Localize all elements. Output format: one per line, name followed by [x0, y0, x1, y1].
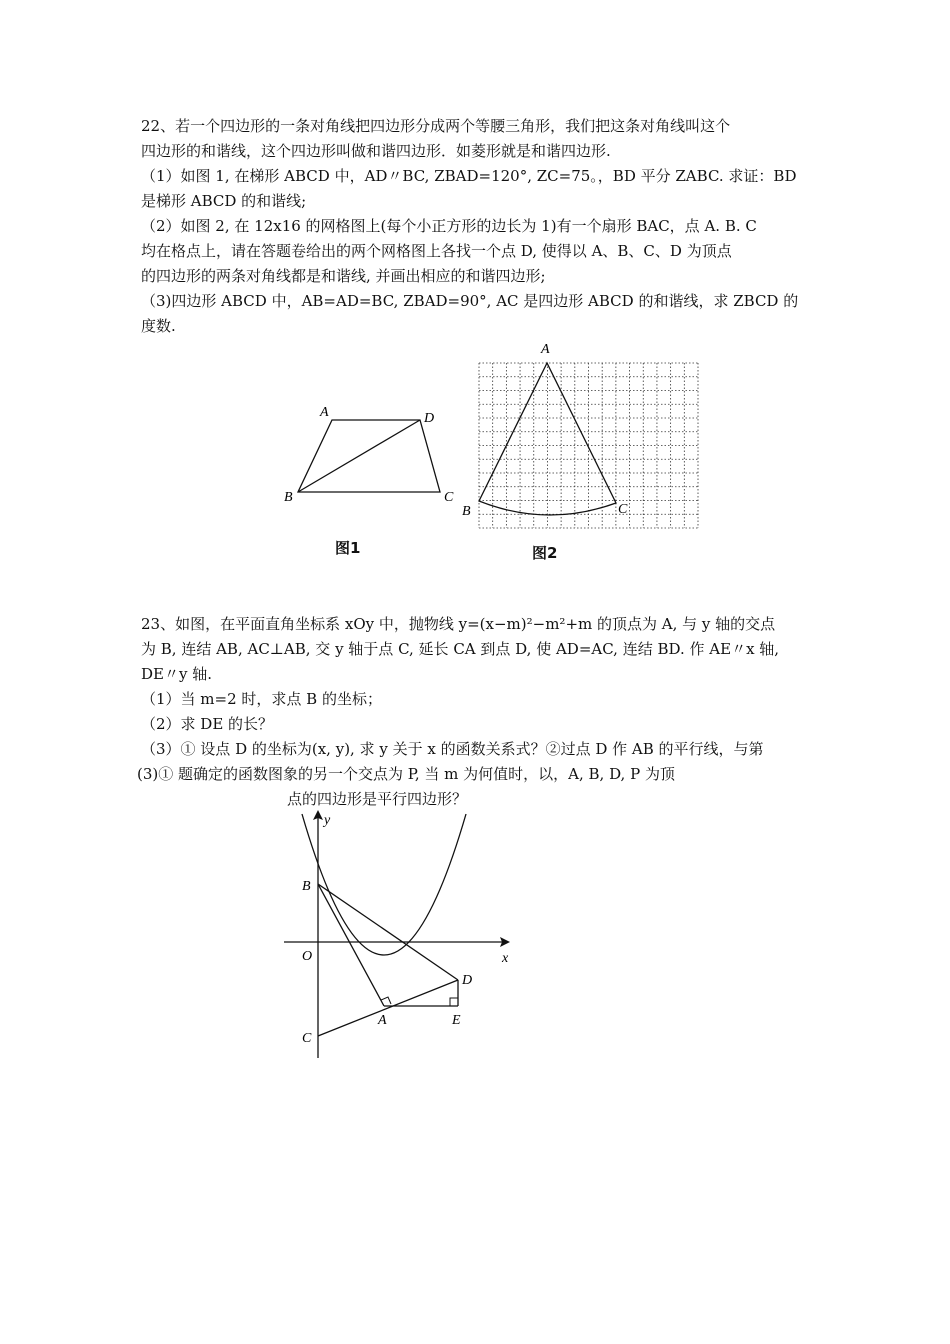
figure-1-caption: 图1	[335, 539, 361, 557]
fig3-label-e: E	[452, 1013, 461, 1028]
p22-line-4: 是梯形 ABCD 的和谐线;	[141, 192, 307, 210]
figure-2-grid-sector	[458, 338, 706, 533]
fig3-label-d: D	[462, 973, 473, 988]
p22-line-2: 四边形的和谐线，这个四边形叫做和谐四边形．如菱形就是和谐四边形.	[141, 142, 611, 160]
fig1-label-d: D	[424, 411, 435, 426]
trapezoid-outline	[298, 420, 440, 492]
p22-line-8: （3)四边形 ABCD 中，AB=AD=BC, ZBAD=90°, AC 是四边形 ABCD 的和谐线，求 ZBCD 的	[141, 292, 799, 310]
p23-line-8: 点的四边形是平行四边形？	[287, 790, 468, 808]
parabola-curve	[302, 814, 466, 955]
p22-line-9: 度数.	[141, 317, 176, 335]
figure-2-caption: 图2	[532, 544, 558, 562]
p23-line-2: 为 B, 连结 AB, AC⊥AB, 交 y 轴于点 C, 延长 CA 到点 D, 使 AD=AC, 连结 BD. 作 AE〃x 轴,	[141, 640, 780, 658]
sector-bac	[479, 363, 616, 515]
fig1-label-a: A	[320, 405, 329, 420]
fig2-label-a: A	[541, 342, 550, 357]
segment-bd	[318, 884, 458, 980]
fig3-label-b: B	[302, 879, 311, 894]
fig3-label-y: y	[324, 813, 331, 828]
fig3-label-x: x	[502, 951, 509, 966]
figure-1-trapezoid	[280, 400, 470, 510]
p23-line-4: （1）当 m=2 时，求点 B 的坐标；	[141, 690, 382, 708]
dotted-grid	[479, 363, 698, 528]
fig2-label-c: C	[618, 502, 628, 517]
segment-ab	[318, 884, 384, 1006]
fig3-label-c: C	[302, 1031, 312, 1046]
p23-line-3: DE〃y 轴.	[141, 665, 212, 683]
right-angle-e	[450, 998, 458, 1006]
fig3-label-a: A	[378, 1013, 387, 1028]
p22-line-6: 均在格点上，请在答题卷给出的两个网格图上各找一个点 D, 使得以 A、B、C、D 为顶点	[141, 242, 732, 260]
diagonal-bd	[298, 420, 420, 492]
p23-line-7: (3)① 题确定的函数图象的另一个交点为 P, 当 m 为何值时，以，A, B, D, P 为顶	[137, 765, 675, 783]
p22-line-1: 22、若一个四边形的一条对角线把四边形分成两个等腰三角形，我们把这条对角线叫这个	[141, 117, 731, 135]
figure-3-parabola	[280, 806, 520, 1062]
p23-line-6: （3）① 设点 D 的坐标为(x, y), 求 y 关于 x 的函数关系式？②过点 D 作 AB 的平行线，与第	[141, 740, 764, 758]
fig1-label-c: C	[444, 490, 454, 505]
p22-line-5: （2）如图 2, 在 12x16 的网格图上(每个小正方形的边长为 1)有一个扇形 BAC，点 A. B. C	[141, 217, 757, 235]
p23-line-5: （2）求 DE 的长？	[141, 715, 274, 733]
fig2-label-b: B	[462, 504, 471, 519]
segment-cd	[318, 980, 458, 1036]
fig1-label-b: B	[284, 490, 293, 505]
p22-line-7: 的四边形的两条对角线都是和谐线, 并画出相应的和谐四边形;	[141, 267, 546, 285]
p22-line-3: （1）如图 1, 在梯形 ABCD 中，AD〃BC, ZBAD=120°, ZC=75。，BD 平分 ZABC. 求证：BD	[141, 167, 797, 185]
fig3-label-o: O	[302, 949, 313, 964]
p23-line-1: 23、如图，在平面直角坐标系 xOy 中，抛物线 y=(x−m)²−m²+m 的顶点为 A, 与 y 轴的交点	[141, 615, 776, 633]
